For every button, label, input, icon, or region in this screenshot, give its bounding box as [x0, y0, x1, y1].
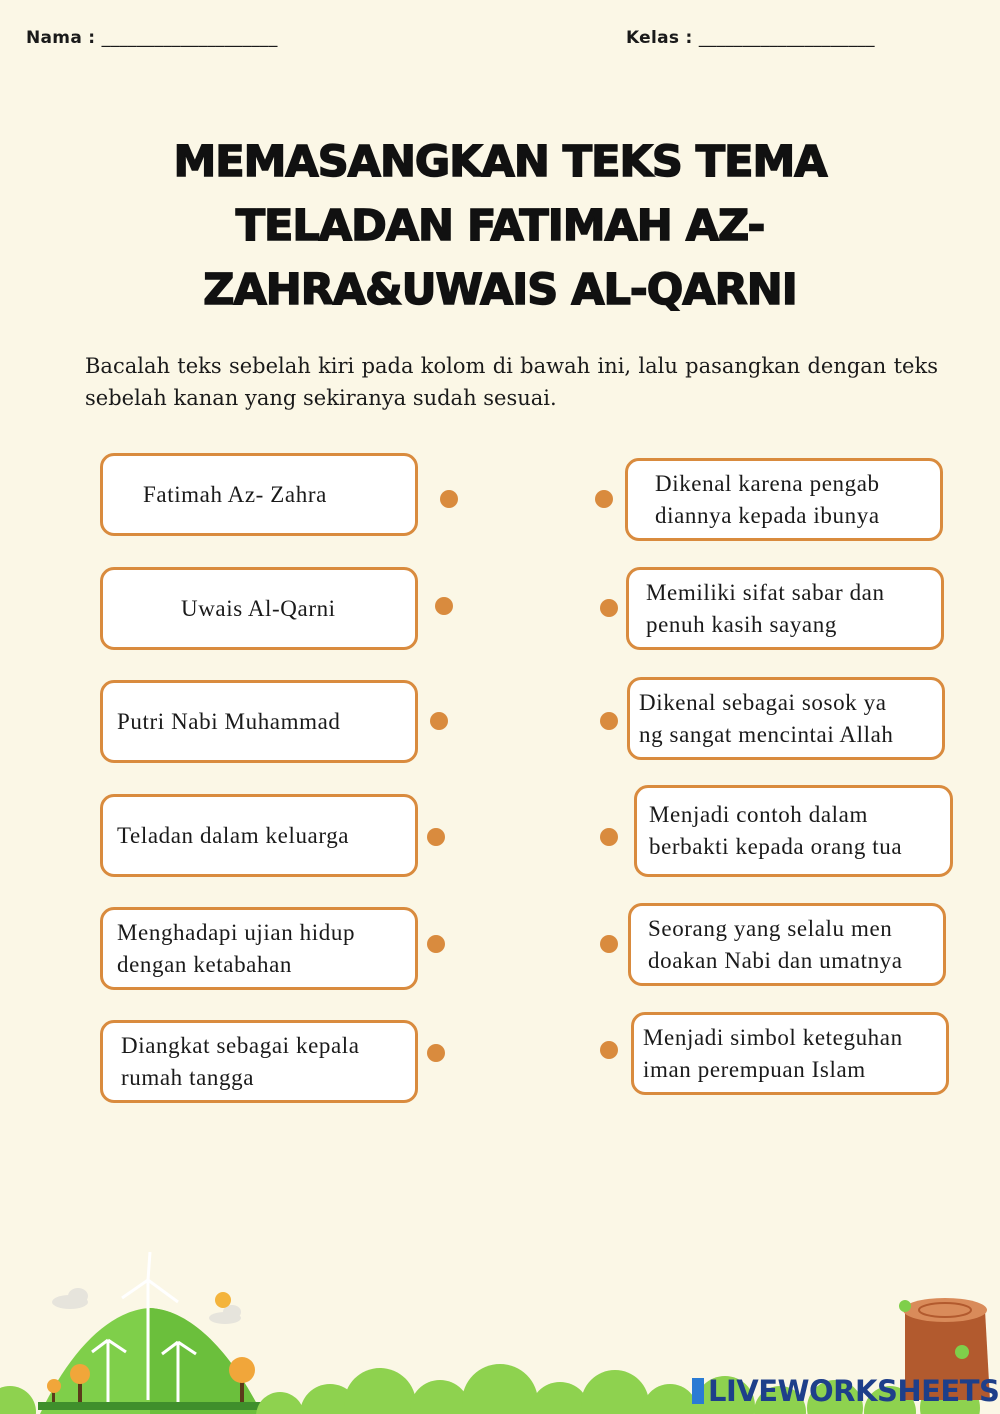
left-item-text: Menghadapi ujian hidup [117, 919, 356, 945]
left-item-3[interactable] [100, 680, 418, 763]
liveworksheets-badge-icon [692, 1378, 704, 1404]
sun-icon [215, 1292, 231, 1308]
right-match-dot-3[interactable] [600, 712, 618, 730]
left-item-text: Putri Nabi Muhammad [117, 708, 341, 734]
right-item-6[interactable] [631, 1012, 949, 1095]
right-item-text: Dikenal sebagai sosok ya [639, 689, 887, 715]
left-match-dot-3[interactable] [430, 712, 448, 730]
right-item-4[interactable] [634, 785, 953, 877]
nama-input-line[interactable]: ____________________ [101, 28, 278, 48]
right-match-dot-1[interactable] [595, 490, 613, 508]
left-match-dot-2[interactable] [435, 597, 453, 615]
right-item-text: iman perempuan Islam [643, 1056, 866, 1082]
right-match-dot-2[interactable] [600, 599, 618, 617]
left-item-text: Fatimah Az- Zahra [143, 481, 327, 507]
left-item-text: rumah tangga [121, 1064, 255, 1090]
right-item-text: Memiliki sifat sabar dan [646, 579, 885, 605]
left-item-text: Diangkat sebagai kepala [121, 1032, 360, 1058]
right-item-3[interactable] [627, 677, 945, 760]
title-line: ZAHRA&UWAIS AL-QARNI [203, 265, 797, 315]
left-item-text: Uwais Al-Qarni [181, 595, 336, 621]
left-match-dot-4[interactable] [427, 828, 445, 846]
right-item-5[interactable] [628, 903, 946, 986]
right-item-text: Dikenal karena pengab [655, 470, 880, 496]
title-line: MEMASANGKAN TEKS TEMA [173, 137, 827, 187]
right-match-dot-4[interactable] [600, 828, 618, 846]
right-item-text: doakan Nabi dan umatnya [648, 947, 903, 973]
kelas-label: Kelas : [626, 28, 693, 48]
right-match-dot-6[interactable] [600, 1041, 618, 1059]
kelas-field [626, 28, 875, 48]
right-item-text: penuh kasih sayang [646, 611, 837, 637]
left-match-dot-5[interactable] [427, 935, 445, 953]
right-item-1[interactable] [625, 458, 943, 541]
right-item-text: ng sangat mencintai Allah [639, 721, 894, 747]
instruction-text: Bacalah teks sebelah kiri pada kolom di bawah ini, lalu pasangkan dengan teks sebelah kanan yang sekiranya sudah sesuai. [85, 354, 938, 410]
liveworksheets-logo [692, 1374, 999, 1408]
left-item-4[interactable] [100, 794, 418, 877]
right-item-text: Menjadi simbol keteguhan [643, 1024, 903, 1050]
left-match-dot-6[interactable] [427, 1044, 445, 1062]
right-item-text: Seorang yang selalu men [648, 915, 893, 941]
right-item-text: Menjadi contoh dalam [649, 802, 868, 827]
left-item-text: Teladan dalam keluarga [117, 822, 350, 848]
nama-label: Nama : [26, 28, 96, 48]
left-item-5[interactable] [100, 907, 418, 990]
kelas-input-line[interactable]: ____________________ [698, 28, 875, 48]
logo-text: LIVEWORKSHEETS [708, 1374, 1000, 1408]
left-item-6[interactable] [100, 1020, 418, 1103]
left-item-1[interactable] [100, 453, 418, 536]
left-match-dot-1[interactable] [440, 490, 458, 508]
title-line: TELADAN FATIMAH AZ- [235, 201, 765, 251]
left-item-2[interactable] [100, 567, 418, 650]
left-item-text: dengan ketabahan [117, 951, 292, 977]
right-match-dot-5[interactable] [600, 935, 618, 953]
right-item-text: diannya kepada ibunya [655, 502, 880, 528]
right-item-2[interactable] [626, 567, 944, 650]
page-title [100, 130, 900, 322]
right-item-text: berbakti kepada orang tua [649, 834, 903, 859]
nama-field [26, 28, 278, 48]
